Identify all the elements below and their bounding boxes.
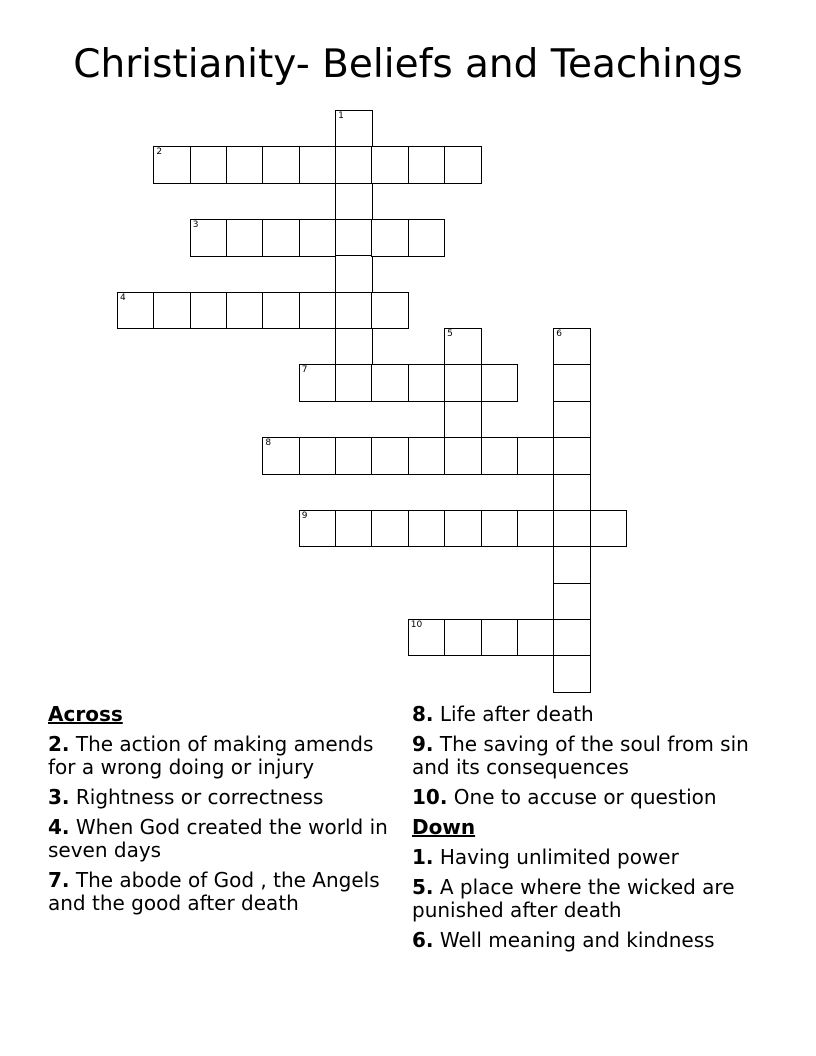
grid-cell[interactable] — [481, 437, 519, 475]
cell-number: 6 — [556, 329, 562, 340]
grid-cell[interactable] — [335, 364, 373, 402]
clue-text: The action of making amends for a wrong doing or injury — [48, 732, 374, 779]
grid-cell[interactable] — [335, 255, 373, 293]
clue-text: Rightness or correctness — [69, 785, 324, 809]
grid-cell[interactable] — [517, 619, 555, 657]
across-clue — [412, 786, 764, 809]
grid-cell[interactable] — [226, 219, 264, 257]
down-clue — [412, 876, 764, 922]
clue-number: 1. — [412, 845, 434, 869]
grid-cell[interactable] — [444, 437, 482, 475]
cell-number: 4 — [120, 292, 126, 303]
clue-number: 4. — [48, 815, 70, 839]
grid-cell[interactable] — [335, 146, 373, 184]
cell-number: 8 — [265, 438, 272, 449]
clues-left-column — [48, 703, 400, 922]
grid-cell[interactable] — [408, 364, 446, 402]
grid-cell[interactable] — [262, 437, 300, 475]
grid-cell[interactable] — [481, 510, 519, 548]
across-heading: Across — [48, 702, 123, 726]
grid-cell[interactable] — [553, 583, 591, 621]
across-clue — [48, 869, 400, 915]
grid-cell[interactable] — [262, 219, 300, 257]
cell-number: 5 — [447, 329, 453, 340]
grid-cell[interactable] — [335, 510, 373, 548]
grid-cell[interactable] — [444, 401, 482, 439]
grid-cell[interactable] — [408, 510, 446, 548]
grid-cell[interactable] — [371, 146, 409, 184]
grid-cell[interactable] — [262, 146, 300, 184]
grid-cell[interactable] — [553, 619, 591, 657]
grid-cell[interactable] — [444, 328, 482, 366]
clue-number: 9. — [412, 732, 434, 756]
cell-number: 9 — [301, 510, 308, 521]
grid-cell[interactable] — [190, 219, 228, 257]
grid-cell[interactable] — [153, 146, 191, 184]
grid-cell[interactable] — [335, 110, 373, 148]
grid-cell[interactable] — [444, 146, 482, 184]
grid-cell[interactable] — [153, 292, 191, 330]
grid-cell[interactable] — [371, 510, 409, 548]
cell-number: 1 — [338, 111, 344, 121]
grid-cell[interactable] — [553, 364, 591, 402]
grid-cell[interactable] — [299, 146, 337, 184]
clues-section — [48, 703, 768, 963]
cell-number: 3 — [192, 220, 199, 231]
grid-cell[interactable] — [444, 364, 482, 402]
grid-cell[interactable] — [226, 292, 264, 330]
clues-right-column — [412, 703, 764, 959]
grid-cell[interactable] — [371, 437, 409, 475]
grid-cell[interactable] — [262, 292, 300, 330]
grid-cell[interactable] — [553, 401, 591, 439]
cell-number: 7 — [301, 365, 308, 376]
clue-text: Well meaning and kindness — [433, 928, 715, 952]
grid-cell[interactable] — [299, 364, 337, 402]
clue-number: 2. — [48, 732, 70, 756]
grid-cell[interactable] — [299, 292, 337, 330]
grid-cell[interactable] — [335, 183, 373, 221]
grid-cell[interactable] — [553, 655, 591, 693]
grid-cell[interactable] — [553, 474, 591, 512]
cell-number: 10 — [410, 619, 423, 630]
clue-number: 8. — [412, 702, 434, 726]
grid-cell[interactable] — [481, 364, 519, 402]
grid-cell[interactable] — [335, 219, 373, 257]
grid-cell[interactable] — [408, 146, 446, 184]
grid-cell[interactable] — [553, 546, 591, 584]
down-heading: Down — [412, 815, 476, 839]
across-clue-list — [48, 733, 400, 915]
grid-cell[interactable] — [371, 364, 409, 402]
across-clue — [48, 786, 400, 809]
grid-cell[interactable] — [481, 619, 519, 657]
across-clue-list-continued — [412, 703, 764, 809]
clue-number: 6. — [412, 928, 434, 952]
clue-text: One to accuse or question — [447, 785, 717, 809]
across-clue — [412, 703, 764, 726]
clue-number: 3. — [48, 785, 70, 809]
grid-cell[interactable] — [444, 619, 482, 657]
down-clue — [412, 929, 764, 952]
grid-cell[interactable] — [190, 292, 228, 330]
clue-number: 10. — [412, 785, 448, 809]
grid-cell[interactable] — [517, 510, 555, 548]
grid-cell[interactable] — [553, 437, 591, 475]
grid-cell[interactable] — [408, 619, 446, 657]
grid-cell[interactable] — [299, 219, 337, 257]
clue-number: 5. — [412, 875, 434, 899]
grid-cell[interactable] — [335, 328, 373, 366]
grid-cell[interactable] — [408, 219, 446, 257]
across-clue — [412, 733, 764, 779]
grid-cell[interactable] — [335, 437, 373, 475]
clue-text: The abode of God , the Angels and the good after death — [48, 868, 380, 915]
clue-number: 7. — [48, 868, 70, 892]
grid-cell[interactable] — [371, 219, 409, 257]
grid-cell[interactable] — [226, 146, 264, 184]
grid-cell[interactable] — [117, 292, 155, 330]
clue-text: The saving of the soul from sin and its consequences — [412, 732, 749, 779]
grid-cell[interactable] — [299, 510, 337, 548]
cell-number: 2 — [156, 147, 163, 158]
clue-text: Life after death — [433, 702, 594, 726]
puzzle-title: Christianity- Beliefs and Teachings — [73, 42, 743, 87]
grid-cell[interactable] — [553, 510, 591, 548]
down-clue-list — [412, 846, 764, 952]
grid-cell[interactable] — [444, 510, 482, 548]
clue-text: Having unlimited power — [433, 845, 679, 869]
across-clue — [48, 733, 400, 779]
grid-cell[interactable] — [408, 437, 446, 475]
clue-text: A place where the wicked are punished after death — [412, 875, 735, 922]
grid-cell[interactable] — [371, 292, 409, 330]
grid-cell[interactable] — [553, 328, 591, 366]
grid-cell[interactable] — [299, 437, 337, 475]
grid-cell[interactable] — [190, 146, 228, 184]
across-clue — [48, 816, 400, 862]
grid-cell[interactable] — [590, 510, 628, 548]
grid-cell[interactable] — [335, 292, 373, 330]
grid-cell[interactable] — [517, 437, 555, 475]
down-clue — [412, 846, 764, 869]
clue-text: When God created the world in seven days — [48, 815, 388, 862]
